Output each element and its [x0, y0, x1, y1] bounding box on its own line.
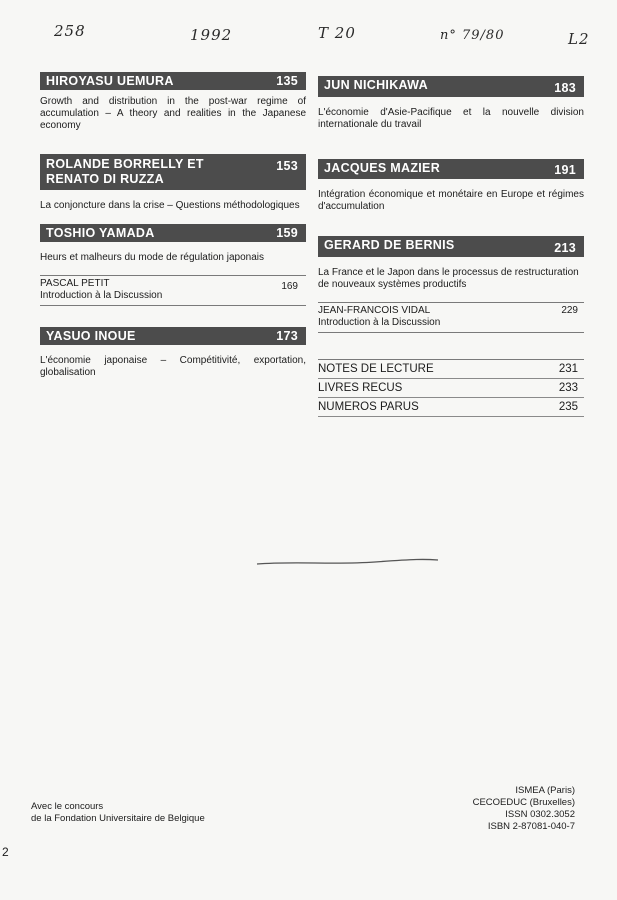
discussion-title: Introduction à la Discussion: [318, 317, 441, 328]
author-bar: [40, 327, 306, 345]
decorative-line: [255, 552, 440, 572]
page-number: 233: [558, 382, 578, 394]
toc-entry: [40, 72, 306, 132]
section-label: NUMEROS PARUS: [318, 401, 419, 413]
article-title: L'économie japonaise – Compétitivité, exportation, globalisation: [40, 355, 306, 378]
discussion-entry: [40, 275, 306, 306]
toc-entry: [40, 224, 306, 264]
article-title: La France et le Japon dans le processus de restructuration de nouveaux systèmes productifs: [318, 267, 579, 290]
page-number: 231: [558, 363, 578, 375]
toc-entry: [318, 159, 584, 213]
list-item: [318, 360, 584, 379]
isbn: ISBN 2-87081-040-7: [487, 821, 575, 832]
discussant-name: JEAN-FRANCOIS VIDAL: [318, 305, 431, 316]
page-number: 159: [276, 226, 298, 240]
footer-right: [473, 785, 575, 833]
handwritten-note-volume: T 20: [318, 24, 356, 42]
author-name: GERARD DE BERNIS: [324, 238, 455, 252]
issn: ISSN 0302.3052: [505, 809, 575, 820]
page-number: 213: [554, 241, 576, 255]
section-label: NOTES DE LECTURE: [318, 363, 434, 375]
article-title: Heurs et malheurs du mode de régulation japonais: [40, 252, 265, 263]
article-title: La conjoncture dans la crise – Questions méthodologiques: [40, 200, 300, 211]
page-number: 229: [561, 305, 578, 316]
toc-entry: [318, 236, 584, 291]
page-number: 183: [554, 81, 576, 95]
handwritten-note-issue: n° 79/80: [440, 28, 505, 43]
author-bar: [40, 224, 306, 242]
toc-entry: [40, 327, 306, 379]
list-item: [318, 379, 584, 398]
discussant-name: PASCAL PETIT: [40, 278, 110, 289]
toc-entry: [318, 76, 584, 131]
article-title: Growth and distribution in the post-war regime of accumulation – A theory and realities in the Japanese economy: [40, 96, 306, 131]
page-number: 135: [276, 74, 298, 88]
sponsor-line: Avec le concours: [31, 801, 104, 812]
handwritten-note-258: 258: [54, 22, 86, 40]
left-column: [40, 72, 306, 379]
author-bar: [318, 236, 584, 257]
handwritten-note-l2: L2: [568, 30, 590, 48]
page-number: 169: [281, 281, 298, 292]
author-name: JUN NICHIKAWA: [324, 78, 428, 92]
discussion-title: Introduction à la Discussion: [40, 290, 163, 301]
author-bar: [40, 72, 306, 90]
author-name: YASUO INOUE: [46, 329, 136, 343]
article-title: Intégration économique et monétaire en Europe et régimes d'accumulation: [318, 189, 584, 212]
page-number: 173: [276, 329, 298, 343]
page-number: 235: [558, 401, 578, 413]
article-title: L'économie d'Asie-Pacifique et la nouvelle division internationale du travail: [318, 107, 584, 130]
handwritten-note-year: 1992: [190, 26, 233, 44]
page-folio: 2: [2, 845, 9, 859]
publisher: ISMEA (Paris): [515, 785, 575, 796]
section-label: LIVRES RECUS: [318, 382, 403, 394]
author-name: TOSHIO YAMADA: [46, 226, 155, 240]
author-bar: [40, 154, 306, 190]
publisher: CECOEDUC (Bruxelles): [472, 797, 575, 808]
page-number: 153: [276, 159, 298, 173]
author-name: HIROYASU UEMURA: [46, 74, 174, 88]
toc-entry: [40, 154, 306, 212]
discussion-entry: [318, 302, 584, 333]
sponsor-line: de la Fondation Universitaire de Belgique: [31, 813, 205, 824]
divider: [318, 332, 584, 333]
author-name: ROLANDE BORRELLY ET RENATO DI RUZZA: [46, 157, 204, 186]
author-bar: [318, 159, 584, 179]
right-column: [318, 76, 584, 417]
divider: [40, 305, 306, 306]
author-bar: [318, 76, 584, 97]
notes-list: [318, 359, 584, 417]
list-item: [318, 398, 584, 417]
page-number: 191: [554, 163, 576, 177]
footer-left: [31, 801, 205, 825]
author-name: JACQUES MAZIER: [324, 161, 441, 175]
